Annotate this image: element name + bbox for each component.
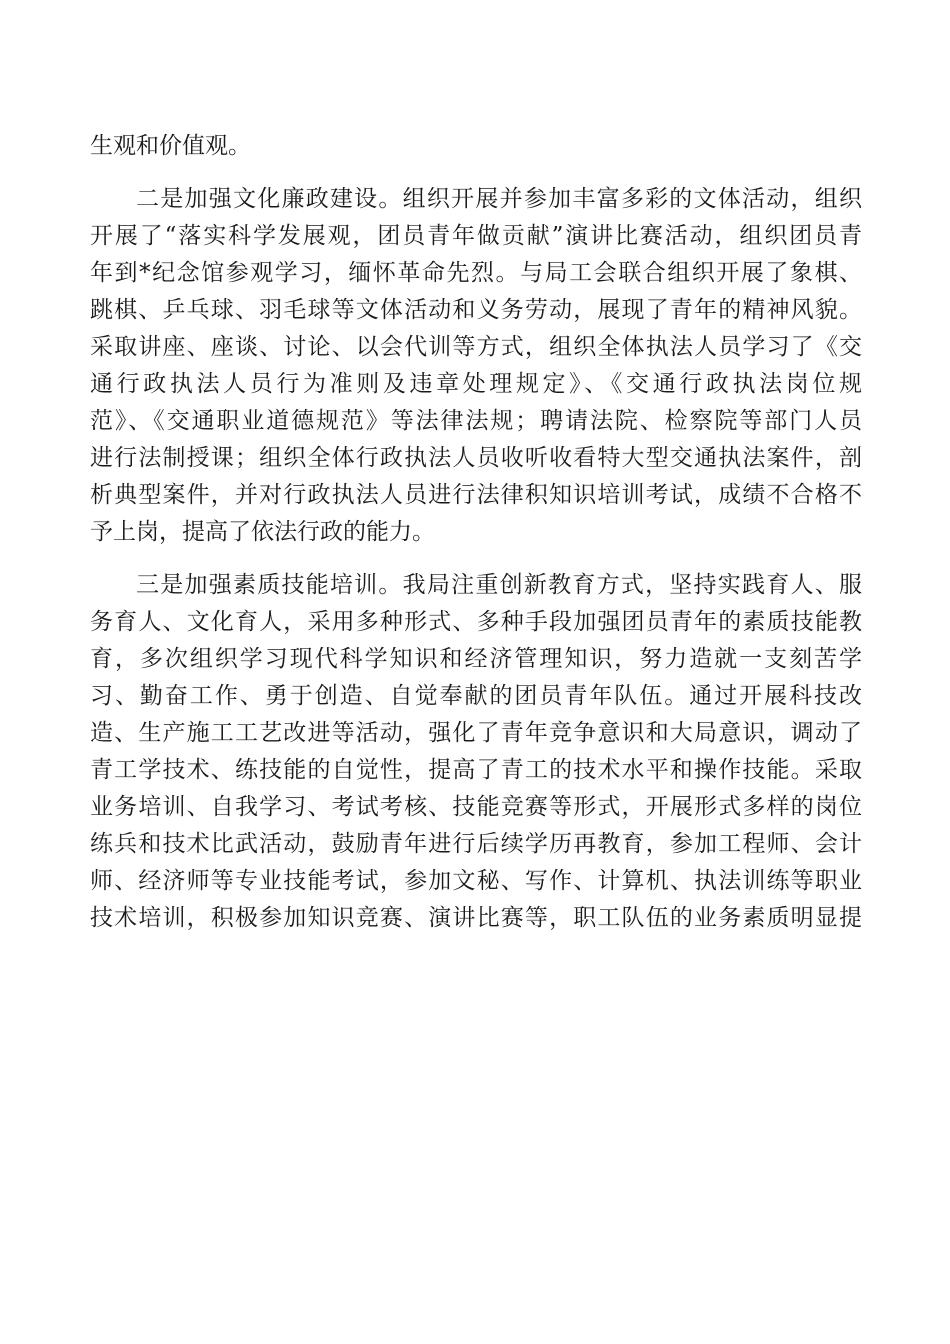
text-line: 生观和价值观。 <box>90 133 251 159</box>
paragraph-1 <box>90 128 862 165</box>
text-line: 师、经济师等专业技能考试，参加文秘、写作、计算机、执法训练等职业 <box>90 868 862 894</box>
text-line: 务育人、文化育人，采用多种形式、多种手段加强团员青年的素质技能教 <box>90 609 862 635</box>
text-line: 年到*纪念馆参观学习，缅怀革命先烈。与局工会联合组织开展了象棋、 <box>90 260 862 286</box>
text-line: 开展了“落实科学发展观，团员青年做贡献”演讲比赛活动，组织团员青 <box>90 223 862 249</box>
text-line: 三是加强素质技能培训。我局注重创新教育方式，坚持实践育人、服 <box>136 572 862 598</box>
document-page <box>90 128 862 937</box>
paragraph-2 <box>90 181 862 551</box>
text-line: 范》、《交通职业道德规范》等法律法规；聘请法院、检察院等部门人员 <box>90 408 862 434</box>
text-line: 青工学技术、练技能的自觉性，提高了青工的技术水平和操作技能。采取 <box>90 757 862 783</box>
text-line: 采取讲座、座谈、讨论、以会代训等方式，组织全体执法人员学习了《交 <box>90 334 862 360</box>
text-line: 习、勤奋工作、勇于创造、自觉奉献的团员青年队伍。通过开展科技改 <box>90 683 862 709</box>
text-line: 造、生产施工工艺改进等活动，强化了青年竞争意识和大局意识，调动了 <box>90 720 862 746</box>
text-line: 业务培训、自我学习、考试考核、技能竞赛等形式，开展形式多样的岗位 <box>90 794 862 820</box>
text-line: 予上岗，提高了依法行政的能力。 <box>90 519 435 545</box>
text-line: 进行法制授课；组织全体行政执法人员收听收看特大型交通执法案件，剖 <box>90 445 862 471</box>
paragraph-3 <box>90 567 862 937</box>
text-line: 析典型案件，并对行政执法人员进行法律积知识培训考试，成绩不合格不 <box>90 482 862 508</box>
text-line: 练兵和技术比武活动，鼓励青年进行后续学历再教育，参加工程师、会计 <box>90 831 862 857</box>
text-line: 育，多次组织学习现代科学知识和经济管理知识，努力造就一支刻苦学 <box>90 646 862 672</box>
text-line: 跳棋、乒乓球、羽毛球等文体活动和义务劳动，展现了青年的精神风貌。 <box>90 297 862 323</box>
text-line: 通行政执法人员行为准则及违章处理规定》、《交通行政执法岗位规 <box>90 371 862 397</box>
text-line: 二是加强文化廉政建设。组织开展并参加丰富多彩的文体活动，组织 <box>136 186 862 212</box>
text-line: 技术培训，积极参加知识竞赛、演讲比赛等，职工队伍的业务素质明显提 <box>90 905 862 931</box>
